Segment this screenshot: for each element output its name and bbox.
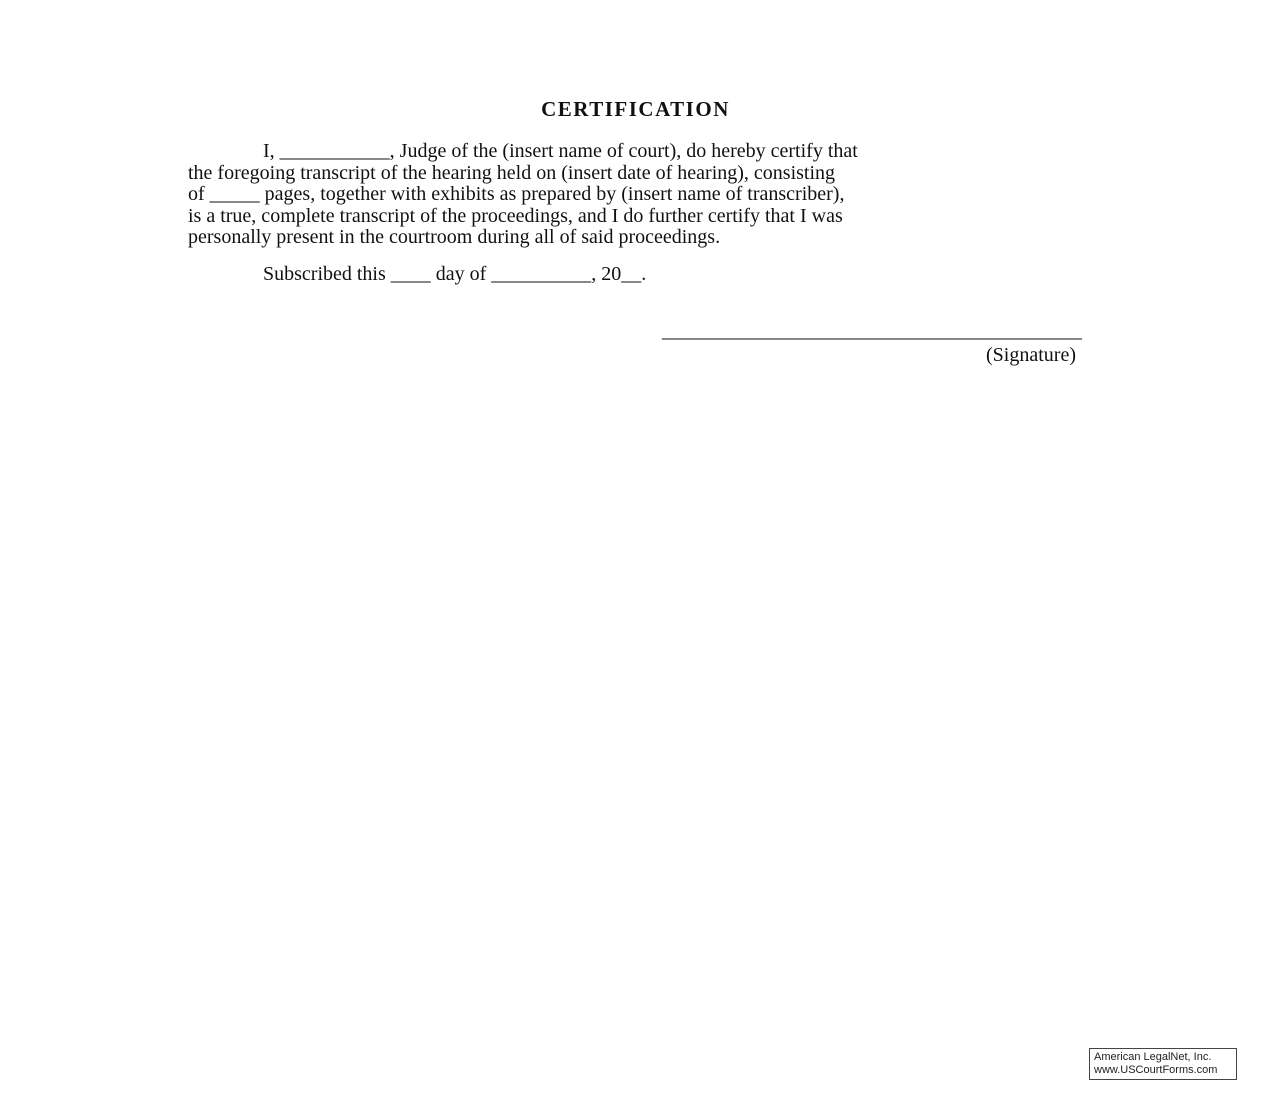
paragraph-line-4: is a true, complete transcript of the proceedings, and I do further certify that I was <box>188 204 843 227</box>
certification-paragraph <box>188 141 1088 249</box>
signature-block <box>620 320 1082 366</box>
paragraph-line-2: the foregoing transcript of the hearing held on (insert date of hearing), consisting <box>188 161 836 184</box>
signature-line: __________________________________________ <box>662 320 1082 342</box>
paragraph-line-1: I, ___________, Judge of the (insert name of court), do hereby certify that <box>263 140 858 162</box>
footer-website: www.USCourtForms.com <box>1094 1064 1218 1076</box>
signature-label: (Signature) <box>986 344 1076 366</box>
subscribed-line: Subscribed this ____ day of __________, 20__. <box>263 263 647 285</box>
paragraph-line-5: personally present in the courtroom during all of said proceedings. <box>188 226 721 248</box>
footer-company: American LegalNet, Inc. <box>1094 1051 1212 1063</box>
legalnet-footer-box <box>1089 1048 1237 1080</box>
document-title: CERTIFICATION <box>541 97 730 121</box>
paragraph-line-3: of _____ pages, together with exhibits as prepared by (insert name of transcriber), <box>188 183 845 205</box>
